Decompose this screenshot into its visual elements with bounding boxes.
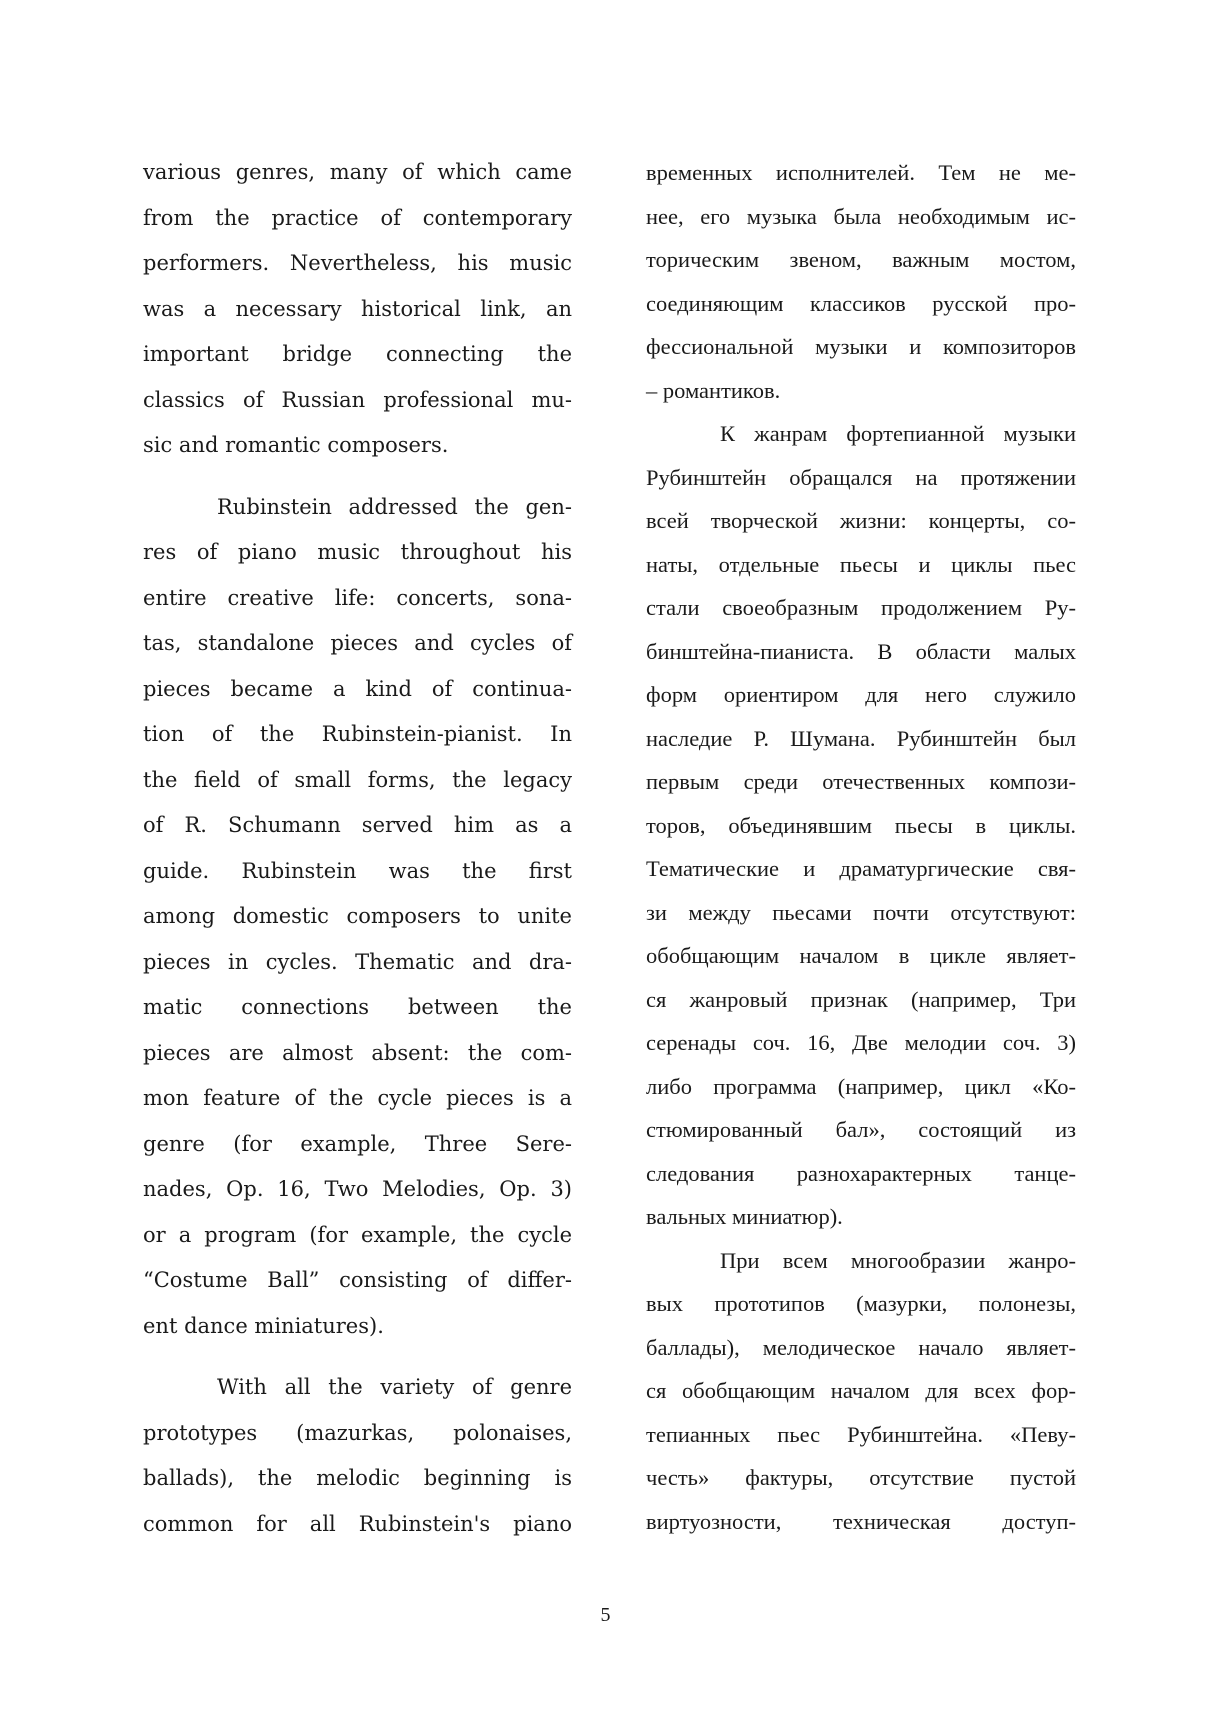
- text-line: prototypes (mazurkas, polonaises,: [143, 1420, 572, 1445]
- text-line: pieces in cycles. Thematic and dra-: [143, 949, 572, 974]
- text-line: Рубинштейн обращался на протяжении: [646, 464, 1076, 490]
- text-line: стюмированный бал», состоящий из: [646, 1117, 1076, 1142]
- text-line: With all the variety of genre: [217, 1375, 572, 1399]
- text-line: ся обобщающим началом для всех фор-: [646, 1378, 1076, 1403]
- text-line: or a program (for example, the cycle: [143, 1222, 572, 1247]
- text-line: форм ориентиром для него служило: [646, 682, 1076, 707]
- text-line: among domestic composers to unite: [143, 904, 572, 928]
- text-line: – романтиков.: [646, 377, 781, 403]
- text-line: ballads), the melodic beginning is: [143, 1466, 572, 1490]
- text-line: фессиональной музыки и композиторов: [646, 334, 1076, 359]
- text-line: classics of Russian professional mu-: [143, 387, 572, 412]
- text-line: of R. Schumann served him as a: [143, 813, 572, 837]
- page-number: 5: [600, 1604, 611, 1626]
- text-line: вых прототипов (мазурки, полонезы,: [646, 1291, 1076, 1316]
- paragraph: [646, 151, 1076, 412]
- text-line: наты, отдельные пьесы и циклы пьес: [646, 551, 1076, 577]
- paragraph: [143, 485, 572, 1350]
- text-line: нее, его музыка была необходимым ис-: [646, 203, 1076, 229]
- text-line: либо программа (например, цикл «Ко-: [646, 1073, 1076, 1099]
- text-line: tion of the Rubinstein-pianist. In: [143, 722, 572, 746]
- text-line: наследие Р. Шумана. Рубинштейн был: [646, 725, 1076, 751]
- left-column-english: [143, 150, 572, 1547]
- text-line: nades, Op. 16, Two Melodies, Op. 3): [143, 1177, 572, 1201]
- text-line: зи между пьесами почти отсутствуют:: [646, 899, 1076, 925]
- text-line: from the practice of contemporary: [143, 205, 572, 230]
- text-line: всей творческой жизни: концерты, со-: [646, 508, 1076, 533]
- text-line: вальных миниатюр).: [646, 1204, 843, 1229]
- text-line: entire creative life: concerts, sona-: [143, 585, 572, 610]
- text-line: честь» фактуры, отсутствие пустой: [646, 1465, 1076, 1490]
- text-line: следования разнохарактерных танце-: [646, 1160, 1076, 1186]
- text-line: genre (for example, Three Sere-: [143, 1131, 572, 1156]
- text-line: performers. Nevertheless, his music: [143, 251, 572, 275]
- text-line: the field of small forms, the legacy: [143, 767, 572, 792]
- text-line: guide. Rubinstein was the first: [143, 858, 572, 883]
- text-line: tas, standalone pieces and cycles of: [143, 631, 572, 655]
- paragraph: [143, 1365, 572, 1547]
- paragraph: [646, 412, 1076, 1239]
- text-line: ся жанровый признак (например, Три: [646, 986, 1076, 1012]
- text-line: “Costume Ball” consisting of differ-: [143, 1268, 572, 1292]
- text-line: various genres, many of which came: [143, 160, 572, 184]
- text-line: matic connections between the: [143, 995, 572, 1019]
- text-line: pieces became a kind of continua-: [143, 676, 572, 701]
- text-line: соединяющим классиков русской про-: [646, 290, 1076, 316]
- text-line: тепианных пьес Рубинштейна. «Певу-: [646, 1421, 1076, 1447]
- text-line: При всем многообразии жанро-: [720, 1247, 1076, 1273]
- text-line: common for all Rubinstein's piano: [143, 1511, 572, 1536]
- paragraph: [646, 1239, 1076, 1544]
- text-line: pieces are almost absent: the com-: [143, 1040, 572, 1065]
- right-column-russian: [646, 151, 1076, 1543]
- text-line: бинштейна-пианиста. В области малых: [646, 638, 1076, 664]
- text-line: Rubinstein addressed the gen-: [217, 494, 572, 519]
- text-line: К жанрам фортепианной музыки: [720, 421, 1076, 446]
- text-line: important bridge connecting the: [143, 342, 572, 366]
- text-line: Тематические и драматургические свя-: [646, 856, 1076, 881]
- text-line: первым среди отечественных компози-: [646, 769, 1076, 794]
- text-line: was a necessary historical link, an: [143, 296, 572, 321]
- text-line: временных исполнителей. Тем не ме-: [646, 160, 1076, 185]
- text-line: res of piano music throughout his: [143, 540, 572, 564]
- text-line: баллады), мелодическое начало являет-: [646, 1334, 1076, 1360]
- text-line: торов, объединявшим пьесы в циклы.: [646, 812, 1076, 838]
- text-line: виртуозности, техническая доступ-: [646, 1508, 1076, 1534]
- text-line: sic and romantic composers.: [143, 433, 449, 457]
- text-line: серенады соч. 16, Две мелодии соч. 3): [646, 1030, 1076, 1055]
- text-line: торическим звеном, важным мостом,: [646, 247, 1076, 272]
- text-line: обобщающим началом в цикле являет-: [646, 943, 1076, 968]
- text-line: стали своеобразным продолжением Ру-: [646, 595, 1076, 620]
- paragraph: [143, 150, 572, 469]
- text-line: ent dance miniatures).: [143, 1313, 384, 1338]
- text-line: mon feature of the cycle pieces is a: [143, 1086, 572, 1110]
